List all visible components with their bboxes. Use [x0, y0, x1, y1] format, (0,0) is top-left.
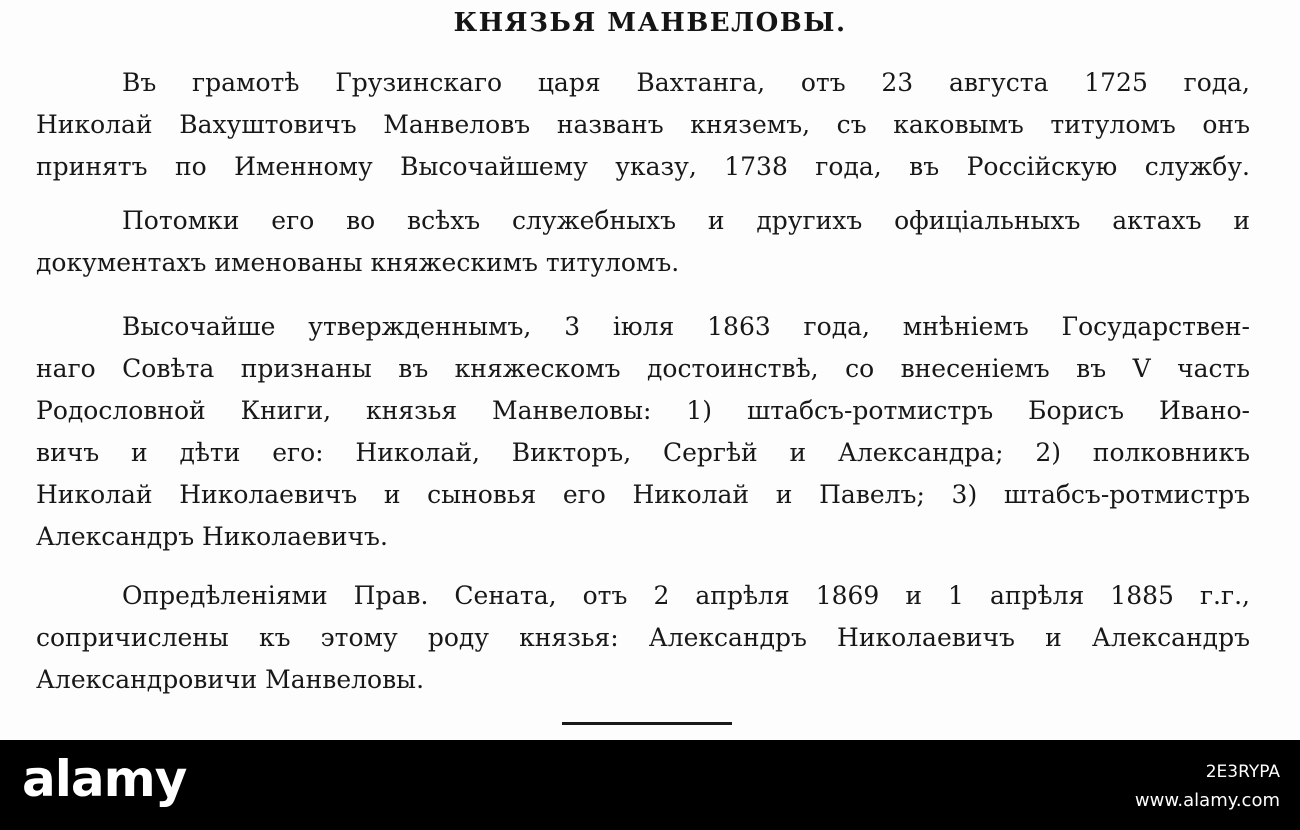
text-line: Потомки его во всѣхъ служебныхъ и другихъ офиціальныхъ актахъ и [122, 206, 1250, 235]
text-line: наго Совѣта признаны въ княжескомъ достоинствѣ, со внесеніемъ въ V часть [36, 354, 1250, 383]
text-line: Въ грамотѣ Грузинскаго царя Вахтанга, отъ 23 августа 1725 года, [122, 68, 1250, 97]
text-line: принятъ по Именному Высочайшему указу, 1738 года, въ Россійскую службу. [36, 152, 1250, 181]
page-title: КНЯЗЬЯ МАНВЕЛОВЫ. [453, 8, 847, 38]
paragraph-3 [36, 306, 1250, 558]
paragraph-1 [36, 62, 1250, 188]
text-line: документахъ именованы княжескимъ титуломъ. [36, 248, 680, 277]
paragraph-4 [36, 575, 1250, 701]
text-line: Александръ Николаевичъ. [36, 522, 388, 551]
paragraph-2 [36, 200, 1250, 284]
text-line: сопричислены къ этому роду князья: Александръ Николаевичъ и Александръ [36, 623, 1250, 652]
site-url: www.alamy.com [1134, 790, 1280, 811]
text-line: Высочайше утвержденнымъ, 3 іюля 1863 года, мнѣніемъ Государствен- [122, 312, 1250, 341]
image-code: 2E3RYPA [1205, 762, 1280, 782]
watermark-footer [0, 740, 1300, 830]
text-line: Родословной Книги, князья Манвеловы: 1) штабсъ-ротмистръ Борисъ Ивано- [36, 396, 1250, 425]
text-line: Николай Николаевичъ и сыновья его Николай и Павелъ; 3) штабсъ-ротмистръ [36, 480, 1250, 509]
section-divider [562, 722, 732, 725]
text-line: вичъ и дѣти его: Николай, Викторъ, Сергѣй и Александра; 2) полковникъ [36, 438, 1250, 467]
brand-logo: alamy [22, 750, 187, 808]
text-line: Александровичи Манвеловы. [36, 665, 425, 694]
text-line: Николай Вахуштовичъ Манвеловъ названъ княземъ, съ каковымъ титуломъ онъ [36, 110, 1250, 139]
text-line: Опредѣленіями Прав. Сената, отъ 2 апрѣля 1869 и 1 апрѣля 1885 г.г., [122, 581, 1250, 610]
